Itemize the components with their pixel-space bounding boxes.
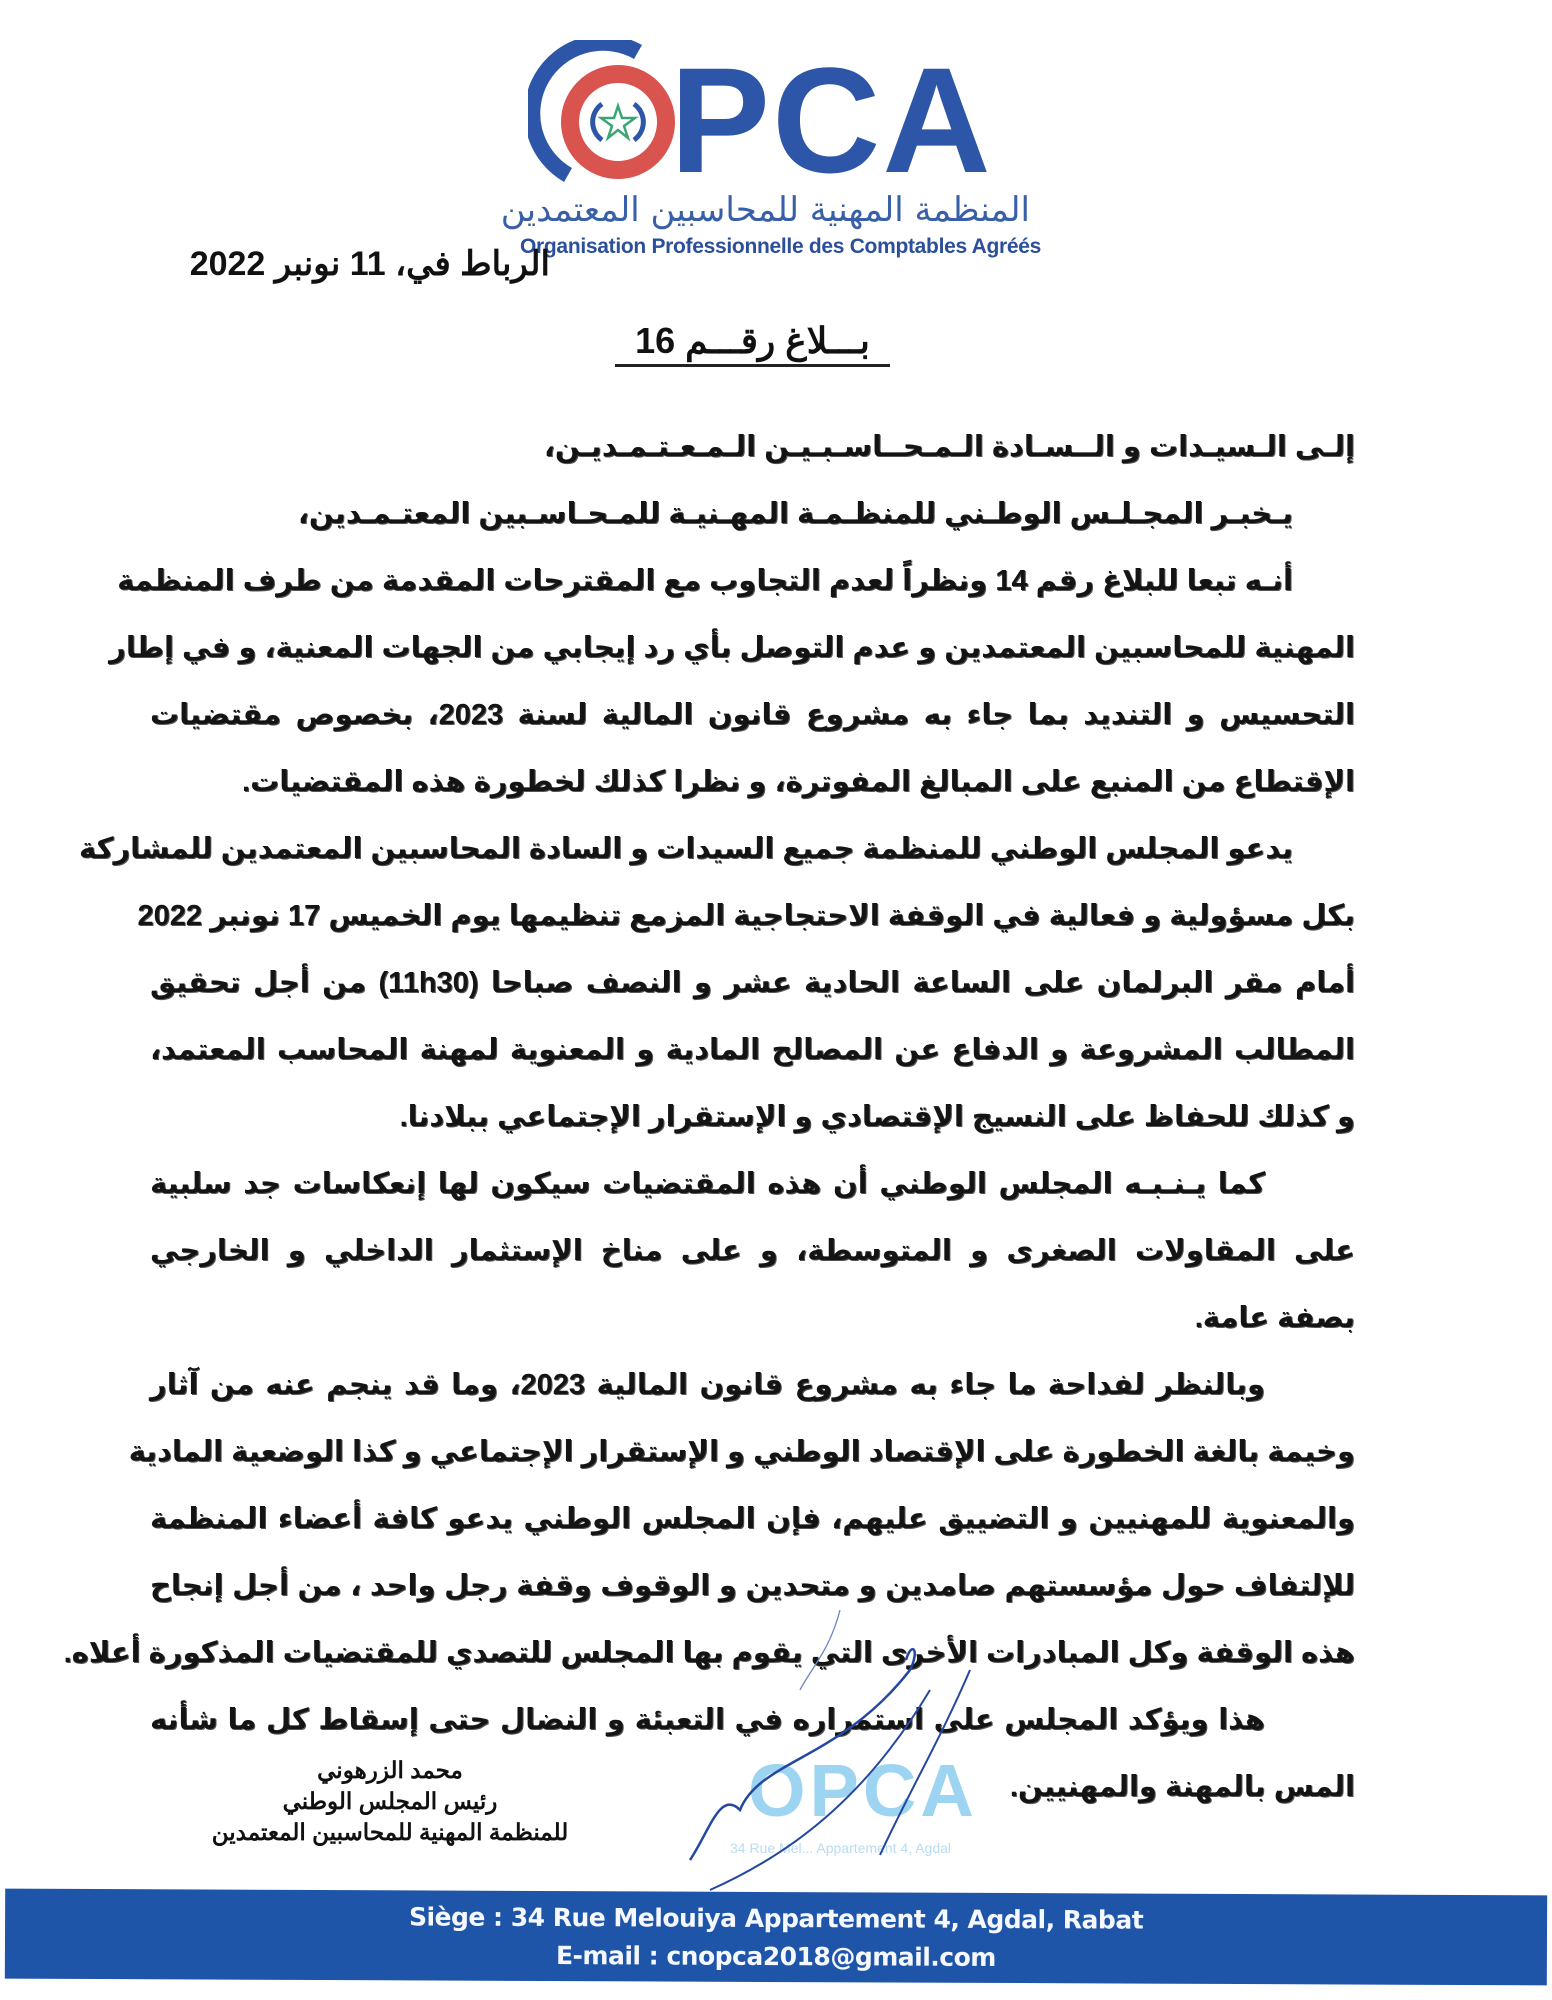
body-line: بصفة عامة. (1194, 1302, 1355, 1334)
document-date: الرباط في، 11 نونبر 2022 (189, 245, 550, 283)
body-line: التحسيس و التنديد بما جاء به مشروع قانون المالية لسنة 2023، بخصوص مقتضيات (150, 699, 1355, 731)
body-line: هذه الوقفة وكل المبادرات الأخرى التي يقوم بها المجلس للتصدي للمقتضيات المذكورة أعلاه. (63, 1637, 1355, 1669)
signatory-name: محمد الزرهوني (317, 1757, 463, 1783)
body-line: وبالنظر لفداحة ما جاء به مشروع قانون المالية 2023، وما قد ينجم عنه من آثار (150, 1369, 1265, 1401)
body-line: والمعنوية للمهنيين و التضييق عليهم، فإن المجلس الوطني يدعو كافة أعضاء المنظمة (150, 1503, 1355, 1535)
document-title: بـــلاغ رقـــم 16 (615, 320, 890, 367)
body-line: يـخبـر المجـلـس الوطـني للمنظـمـة المهـنيـة للمـحـاسـبين المعتـمـدين، (297, 498, 1293, 530)
body-line: يدعو المجلس الوطني للمنظمة جميع السيدات و السادة المحاسبين المعتمدين للمشاركة (79, 833, 1293, 865)
logo-french-name: Organisation Professionnelle des Comptables Agréés (520, 235, 1042, 258)
stamp-logo-text: OPCA (748, 1749, 978, 1832)
body-line: و كذلك للحفاظ على النسيج الإقتصادي و الإستقرار الإجتماعي ببلادنا. (399, 1101, 1355, 1133)
body-line: وخيمة بالغة الخطورة على الإقتصاد الوطني و الإستقرار الإجتماعي و كذا الوضعية المادية (128, 1436, 1355, 1468)
body-line: أنـه تبعا للبلاغ رقم 14 ونظراً لعدم التجاوب مع المقترحات المقدمة من طرف المنظمة (117, 565, 1293, 597)
salutation-line: إلـى الـسيـدات و الــسـادة الـمـحــاسـبـيـن الـمـعـتـمـديـن، (543, 431, 1355, 463)
body-line: المهنية للمحاسبين المعتمدين و عدم التوصل بأي رد إيجابي من الجهات المعنية، و في إطار (109, 632, 1355, 664)
body-line: كما يـنـبـه المجلس الوطني أن هذه المقتضيات سيكون لها إنعكاسات جد سلبية (150, 1168, 1265, 1200)
body-line: على المقاولات الصغرى و المتوسطة، و على مناخ الإستثمار الداخلي و الخارجي (150, 1235, 1355, 1267)
signatory-organization: للمنظمة المهنية للمحاسبين المعتمدين (211, 1819, 569, 1845)
footer-address: Siège : 34 Rue Melouiya Appartement 4, Agdal, Rabat (408, 1902, 1144, 1935)
signature-block (160, 1755, 620, 1848)
body-line: أمام مقر البرلمان على الساعة الحادية عشر و النصف صباحا (11h30) من أجل تحقيق (150, 967, 1355, 999)
signatory-role: رئيس المجلس الوطني (282, 1788, 498, 1814)
opca-emblem-icon (528, 40, 678, 190)
body-line: للإلتفاف حول مؤسستهم صامدين و متحدين و الوقوف وقفة رجل واحد ، من أجل إنجاح (150, 1570, 1355, 1602)
body-line: هذا ويؤكد المجلس على استمراره في التعبئة و النضال حتى إسقاط كل ما شأنه (150, 1704, 1265, 1736)
body-line: المطالب المشروعة و الدفاع عن المصالح المادية و المعنوية لمهنة المحاسب المعتمد، (150, 1034, 1355, 1066)
stamp-address: 34 Rue Mel... Appartement 4, Agdal (730, 1840, 952, 1856)
footer-band (5, 1889, 1547, 1986)
logo-arabic-name: المنظمة المهنية للمحاسبين المعتمدين (500, 190, 1030, 230)
body-line: المس بالمهنة والمهنيين. (1009, 1771, 1355, 1803)
body-line: الإقتطاع من المنبع على المبالغ المفوترة، و نظرا كذلك لخطورة هذه المقتضيات. (242, 766, 1355, 798)
logo-letters: PCA (670, 36, 993, 204)
handwritten-signature-icon (680, 1610, 1040, 1900)
opca-logo (500, 30, 1042, 258)
body-line: بكل مسؤولية و فعالية في الوقفة الاحتجاجية المزمع تنظيمها يوم الخميس 17 نونبر 2022 (137, 900, 1355, 932)
footer-email: E-mail : cnopca2018@gmail.com (555, 1941, 996, 1972)
